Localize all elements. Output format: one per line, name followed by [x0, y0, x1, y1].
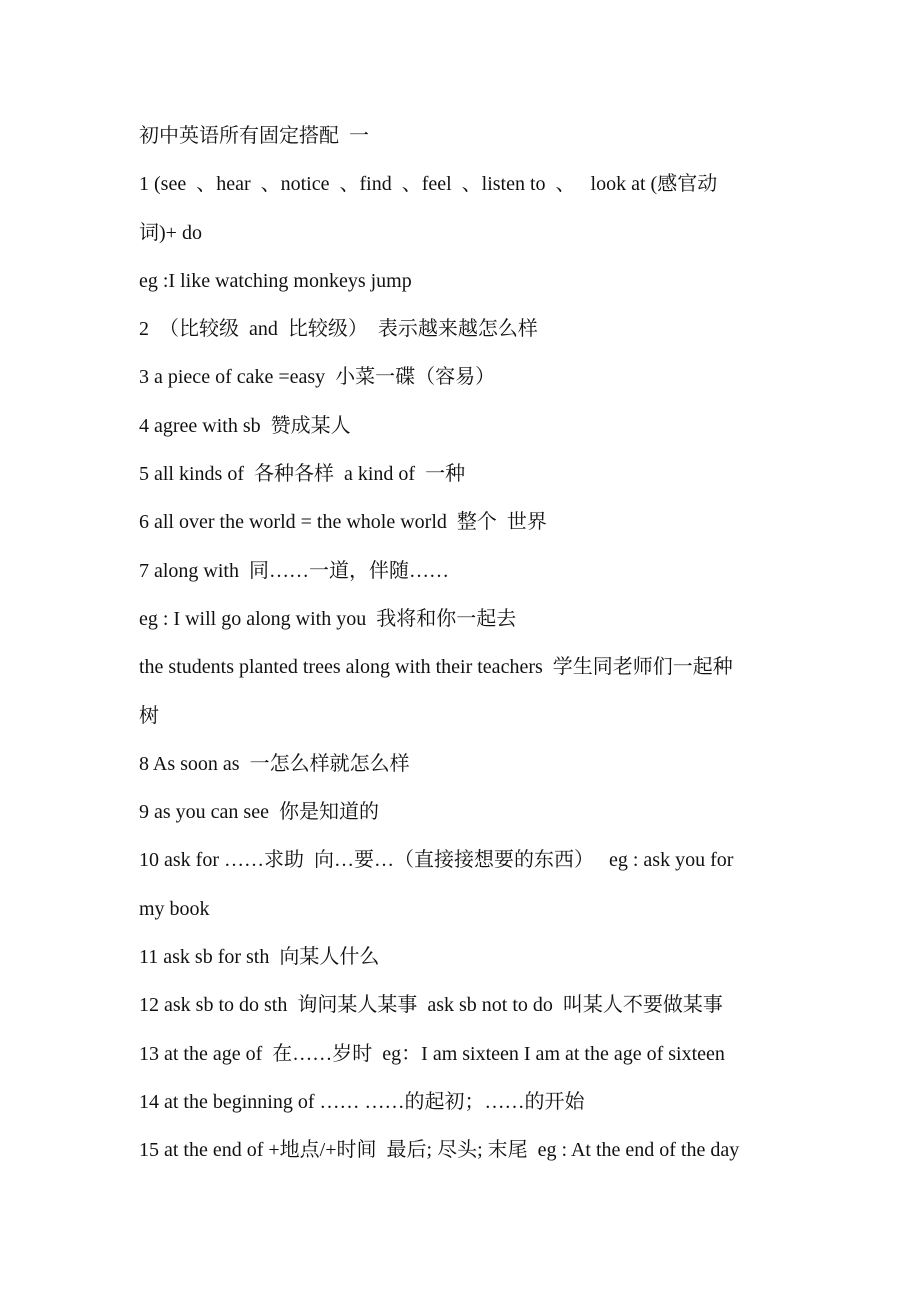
text-line: 词)+ do — [139, 221, 202, 244]
document-title: 初中英语所有固定搭配 一 — [139, 125, 369, 147]
text-line: 12 ask sb to do sth 询问某人某事 ask sb not to do 叫某人不要做某事 — [139, 994, 723, 1017]
text-line: 9 as you can see 你是知道的 — [139, 801, 379, 824]
text-line: 15 at the end of +地点/+时间 最后; 尽头; 末尾 eg : At the end of the day — [139, 1139, 740, 1162]
text-line: 11 ask sb for sth 向某人什么 — [139, 946, 380, 969]
text-line: 13 at the age of 在……岁时 eg：I am sixteen I am at the age of sixteen — [139, 1042, 725, 1065]
text-line: 2 （比较级 and 比较级） 表示越来越怎么样 — [139, 318, 538, 341]
text-line: 1 (see 、hear 、notice 、find 、feel 、listen to 、 look at (感官动 — [139, 173, 718, 196]
text-line: 14 at the beginning of …… ……的起初；……的开始 — [139, 1090, 585, 1113]
text-line: 5 all kinds of 各种各样 a kind of 一种 — [139, 463, 466, 486]
text-line: 3 a piece of cake =easy 小菜一碟（容易） — [139, 366, 496, 389]
text-line: my book — [139, 897, 210, 920]
text-line: eg :I like watching monkeys jump — [139, 269, 412, 292]
text-line: 8 As soon as 一怎么样就怎么样 — [139, 752, 410, 775]
text-line: 10 ask for ……求助 向…要…（直接接想要的东西） eg : ask you for — [139, 849, 734, 872]
text-line: the students planted trees along with their teachers 学生同老师们一起种 — [139, 656, 733, 679]
text-line: 树 — [139, 704, 159, 727]
text-line: 6 all over the world = the whole world 整个 世界 — [139, 511, 547, 534]
text-line: eg : I will go along with you 我将和你一起去 — [139, 607, 517, 630]
text-line: 7 along with 同……一道，伴随…… — [139, 559, 449, 582]
text-line: 4 agree with sb 赞成某人 — [139, 414, 351, 437]
document-body — [139, 112, 799, 1175]
